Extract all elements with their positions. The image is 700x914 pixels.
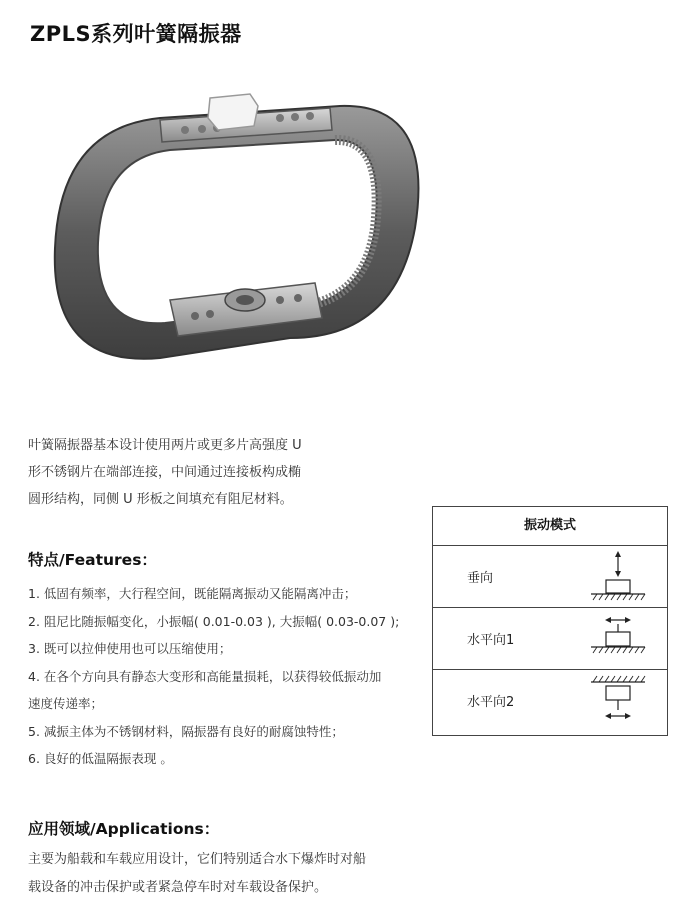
feature-item: 3. 既可以拉伸使用也可以压缩使用； [28, 641, 232, 656]
vibration-modes-table [432, 506, 668, 736]
mode-row-vertical [433, 546, 667, 608]
applications-line: 载设备的冲击保护或者紧急停车时对车载设备保护。 [28, 880, 328, 895]
features-list [28, 580, 418, 773]
mode-row-horizontal-2 [433, 670, 667, 732]
mode-label: 垂向 [467, 571, 494, 586]
features-heading: 特点/Features： [28, 551, 157, 569]
feature-item: 5. 减振主体为不锈钢材料，隔振器有良好的耐腐蚀特性； [28, 723, 344, 739]
applications-paragraph [28, 846, 428, 902]
vibration-modes-header: 振动模式 [433, 507, 667, 546]
vertical-vibration-icon [583, 548, 653, 606]
page-title: ZPLS系列叶簧隔振器 [30, 22, 242, 46]
intro-line: 叶簧隔振器基本设计使用两片或更多片高强度 U [28, 438, 302, 453]
feature-item: 速度传递率； [28, 696, 104, 711]
inverted-horizontal-vibration-icon [583, 672, 653, 730]
intro-line: 圆形结构，同侧 U 形板之间填充有阻尼材料。 [28, 492, 293, 507]
feature-item: 4. 在各个方向具有静态大变形和高能量损耗，以获得较低振动加 [28, 668, 382, 684]
mode-label: 水平向2 [467, 695, 515, 710]
mode-label: 水平向1 [467, 633, 515, 648]
feature-item: 6. 良好的低温隔振表现 。 [28, 751, 173, 766]
feature-item: 2. 阻尼比随振幅变化，小振幅( 0.01-0.03 ), 大振幅( 0.03-0.07 ); [28, 613, 400, 629]
horizontal-vibration-icon [583, 610, 653, 668]
applications-line: 主要为船载和车载应用设计，它们特别适合水下爆炸时对船 [28, 852, 367, 867]
applications-heading: 应用领域/Applications： [28, 820, 220, 838]
intro-line: 形不锈钢片在端部连接，中间通过连接板构成椭 [28, 465, 302, 480]
leaf-spring-isolator-image [40, 78, 440, 398]
feature-item: 1. 低固有频率，大行程空间，既能隔离振动又能隔离冲击； [28, 586, 357, 601]
intro-paragraph [28, 432, 358, 513]
mode-row-horizontal-1 [433, 608, 667, 670]
